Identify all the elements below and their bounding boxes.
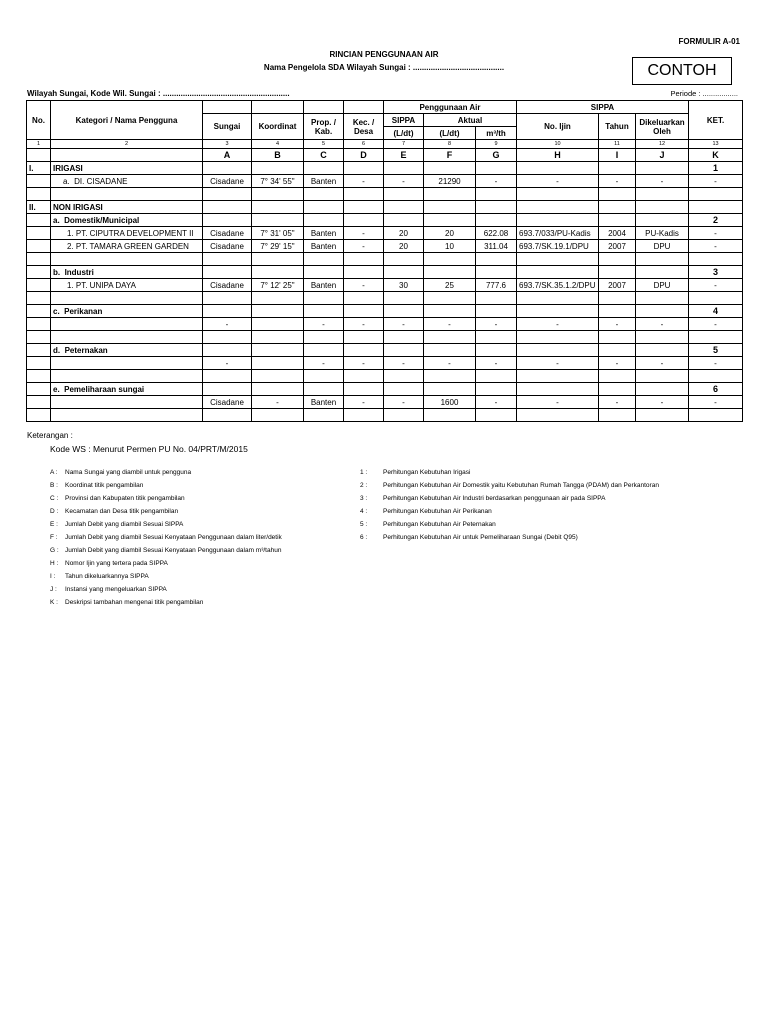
ket-value: 4 [689,305,743,318]
legend-desc: Provinsi dan Kabupaten titik pengambilan [65,495,185,502]
col-no-header: No. [27,101,51,140]
col-letter: K [689,149,743,162]
user-name [51,240,203,253]
table-row [27,227,743,240]
ket-value: 5 [689,344,743,357]
col-number: 2 [51,140,203,149]
cell: - [689,240,743,253]
cell: 7° 34' 55" [252,175,304,188]
legend-desc: Perhitungan Kebutuhan Irigasi [383,469,471,476]
category-name: Industri [64,267,94,277]
category-letter: b. [53,267,61,277]
empty-row [27,292,743,305]
table-row [27,240,743,253]
cell: 2004 [599,227,636,240]
user-name [51,175,203,188]
header-row-1 [27,101,743,114]
form-code: FORMULIR A-01 [678,37,740,46]
user-name-text: 1. PT. UNIPA DAYA [67,280,136,290]
cell: - [599,318,636,331]
category-name: Perikanan [64,306,103,316]
cell: Cisadane [203,396,252,409]
cell: Cisadane [203,227,252,240]
cell: 20 [424,227,476,240]
section-label: NON IRIGASI [51,201,203,214]
sippa-sub-header: SIPPA [384,114,424,127]
cell: - [384,357,424,370]
col-kategori-header: Kategori / Nama Pengguna [51,101,203,140]
cell: 2007 [599,279,636,292]
category-row-industri [27,266,743,279]
legend-desc: Deskripsi tambahan mengenai titik pengambilan [65,599,204,606]
cell: 7° 31' 05" [252,227,304,240]
ket-value: 1 [689,162,743,175]
empty-row [27,188,743,201]
category-letter: d. [53,345,61,355]
cell: - [599,175,636,188]
cell: Banten [304,396,344,409]
cell: 693.7/033/PU-Kadis [517,227,599,240]
unit-ldt-aktual: (L/dt) [424,127,476,140]
category-name: Peternakan [64,345,108,355]
col-number: 8 [424,140,476,149]
legend-key: K : [50,599,58,606]
cell: - [252,396,304,409]
legend-desc: Nama Sungai yang diambil untuk pengguna [65,469,192,476]
cell: - [517,357,599,370]
section-number: I. [27,162,51,175]
legend-key: F : [50,534,58,541]
cell: Banten [304,175,344,188]
empty-row [27,253,743,266]
category-label [51,305,203,318]
table-row [27,357,743,370]
cell: - [517,175,599,188]
cell: Cisadane [203,240,252,253]
aktual-header: Aktual [424,114,517,127]
legend-desc: Nomor Ijin yang tertera pada SIPPA [65,560,168,567]
cell: Banten [304,279,344,292]
cell: - [476,396,517,409]
col-kec-header: Kec. / Desa [344,114,384,140]
col-number: 1 [27,140,51,149]
contoh-stamp: CONTOH [632,57,732,85]
legend-desc: Instansi yang mengeluarkan SIPPA [65,586,167,593]
category-name: Pemeliharaan sungai [64,384,145,394]
col-number: 5 [304,140,344,149]
legend [50,469,750,612]
col-letter: J [636,149,689,162]
cell: - [599,396,636,409]
col-tahun-header: Tahun [599,114,636,140]
col-letter: A [203,149,252,162]
empty-row [27,370,743,383]
empty-row [27,331,743,344]
cell: 7° 12' 25" [252,279,304,292]
category-letter: c. [53,306,60,316]
legend-row [50,560,750,573]
unit-ldt-sippa: (L/dt) [384,127,424,140]
col-letter: D [344,149,384,162]
penggunaan-air-header: Penggunaan Air [384,101,517,114]
col-letter: E [384,149,424,162]
legend-desc: Koordinat titik pengambilan [65,482,144,489]
ket-value: 3 [689,266,743,279]
legend-key: C : [50,495,59,502]
category-label [51,266,203,279]
col-letter: F [424,149,476,162]
legend-key: 3 : [360,495,368,502]
cell: - [689,396,743,409]
legend-row [50,521,750,534]
sippa-group-header: SIPPA [517,101,689,114]
category-row-perikanan [27,305,743,318]
ket-value: 6 [689,383,743,396]
cell: - [304,318,344,331]
cell: Cisadane [203,175,252,188]
legend-desc: Perhitungan Kebutuhan Air Perikanan [383,508,492,515]
legend-desc: Perhitungan Kebutuhan Air Industri berdasarkan penggunaan air pada SIPPA [383,495,606,502]
cell: 2007 [599,240,636,253]
category-row-domestik [27,214,743,227]
cell: - [476,357,517,370]
legend-desc: Perhitungan Kebutuhan Air untuk Pemeliharaan Sungai (Debit Q95) [383,534,578,541]
document-title: RINCIAN PENGGUNAAN AIR [329,50,439,59]
cell: - [599,357,636,370]
col-number: 13 [689,140,743,149]
col-letter: I [599,149,636,162]
legend-key: I : [50,573,56,580]
legend-desc: Jumlah Debit yang diambil Sesuai SIPPA [65,521,184,528]
col-koordinat-header: Koordinat [252,114,304,140]
cell: - [689,279,743,292]
legend-key: A : [50,469,58,476]
user-name-text: 1. PT. CIPUTRA DEVELOPMENT II [67,228,194,238]
cell: 622.08 [476,227,517,240]
category-letter: a. [53,215,60,225]
cell: - [344,357,384,370]
cell: - [344,396,384,409]
table-row [27,175,743,188]
cell: - [203,357,252,370]
cell: 20 [384,227,424,240]
cell: - [689,318,743,331]
legend-key: G : [50,547,59,554]
legend-desc: Perhitungan Kebutuhan Air Peternakan [383,521,496,528]
legend-row [50,482,750,495]
col-ket-header: KET. [689,101,743,140]
legend-desc: Kecamatan dan Desa titik pengambilan [65,508,179,515]
cell: 21290 [424,175,476,188]
cell: DPU [636,279,689,292]
table-row [27,318,743,331]
document-subtitle: Nama Pengelola SDA Wilayah Sungai : ......................................... [263,63,505,72]
cell: 1600 [424,396,476,409]
legend-row [50,495,750,508]
legend-key: 6 : [360,534,368,541]
col-letter: H [517,149,599,162]
cell: 311.04 [476,240,517,253]
cell: - [636,318,689,331]
legend-key: 1 : [360,469,368,476]
cell: - [424,318,476,331]
cell: Banten [304,240,344,253]
col-letter: C [304,149,344,162]
unit-m3th: m³/th [476,127,517,140]
table-row [27,396,743,409]
col-noijin-header: No. Ijin [517,114,599,140]
col-number: 6 [344,140,384,149]
legend-desc: Perhitungan Kebutuhan Air Domestik yaitu Kebutuhan Rumah Tangga (PDAM) dan Perkantoran [383,482,659,489]
cell: - [689,227,743,240]
cell: - [517,318,599,331]
legend-key: B : [50,482,58,489]
category-label [51,383,203,396]
legend-row [50,599,750,612]
col-number: 3 [203,140,252,149]
cell: - [424,357,476,370]
cell: 30 [384,279,424,292]
legend-row [50,508,750,521]
col-sungai-header: Sungai [203,114,252,140]
empty-row [27,409,743,422]
cell: PU-Kadis [636,227,689,240]
col-number: 7 [384,140,424,149]
cell: - [636,175,689,188]
cell: Banten [304,227,344,240]
category-row-peternakan [27,344,743,357]
legend-desc: Jumlah Debit yang diambil Sesuai Kenyataan Penggunaan dalam m³/tahun [65,547,282,554]
cell: Cisadane [203,279,252,292]
legend-desc: Tahun dikeluarkannya SIPPA [65,573,149,580]
legend-key: 5 : [360,521,368,528]
cell: 777.6 [476,279,517,292]
col-prop-header: Prop. / Kab. [304,114,344,140]
legend-key: 2 : [360,482,368,489]
cell: - [344,175,384,188]
keterangan-label: Keterangan : [27,431,73,440]
wilayah-line: Wilayah Sungai, Kode Wil. Sungai : ......................................................... [27,89,290,98]
cell: - [476,318,517,331]
row-letter: a. [63,176,70,186]
cell: - [636,396,689,409]
cell: 10 [424,240,476,253]
cell: - [517,396,599,409]
cell: 7° 29' 15" [252,240,304,253]
user-name-text: DI. CISADANE [74,176,128,186]
cell: - [384,396,424,409]
section-row-irigasi [27,162,743,175]
user-name-text: 2. PT. TAMARA GREEN GARDEN [67,241,189,251]
col-letter: G [476,149,517,162]
cell: - [344,227,384,240]
col-letter: B [252,149,304,162]
cell: 693.7/SK.19.1/DPU [517,240,599,253]
cell: - [344,240,384,253]
category-letter: e. [53,384,60,394]
col-number: 11 [599,140,636,149]
category-row-pemeliharaan [27,383,743,396]
col-number: 10 [517,140,599,149]
legend-row [50,534,750,547]
legend-row [50,586,750,599]
col-dikeluarkan-header: Dikeluarkan Oleh [636,114,689,140]
kode-ws-note: Kode WS : Menurut Permen PU No. 04/PRT/M/2015 [50,444,248,454]
legend-key: 4 : [360,508,368,515]
category-name: Domestik/Municipal [64,215,140,225]
cell: - [476,175,517,188]
cell: 25 [424,279,476,292]
legend-row [50,573,750,586]
legend-row [50,547,750,560]
col-number: 4 [252,140,304,149]
legend-key: H : [50,560,59,567]
column-letter-row [27,149,743,162]
cell: DPU [636,240,689,253]
cell: - [689,357,743,370]
cell: - [384,318,424,331]
cell: - [203,318,252,331]
section-row-non-irigasi [27,201,743,214]
col-number: 9 [476,140,517,149]
legend-key: D : [50,508,59,515]
cell: - [344,318,384,331]
cell: - [636,357,689,370]
rincian-table [26,100,743,422]
legend-row [50,469,750,482]
ket-value: 2 [689,214,743,227]
legend-desc: Jumlah Debit yang diambil Sesuai Kenyataan Penggunaan dalam liter/detik [65,534,282,541]
col-number: 12 [636,140,689,149]
cell: - [384,175,424,188]
cell: - [344,279,384,292]
cell: - [689,175,743,188]
user-name [51,227,203,240]
periode-line: Periode : ................. [670,89,738,98]
table-row [27,279,743,292]
cell: 20 [384,240,424,253]
user-name [51,279,203,292]
column-number-row [27,140,743,149]
cell: - [304,357,344,370]
cell: 693.7/SK.35.1.2/DPU [517,279,599,292]
legend-key: J : [50,586,57,593]
section-number: II. [27,201,51,214]
section-label: IRIGASI [51,162,203,175]
legend-key: E : [50,521,58,528]
category-label [51,214,203,227]
category-label [51,344,203,357]
